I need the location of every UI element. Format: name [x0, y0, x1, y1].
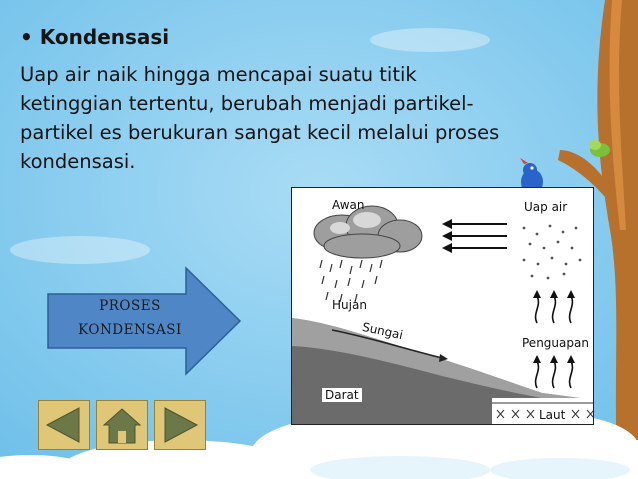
right-triangle-icon [155, 401, 205, 449]
home-button[interactable] [96, 400, 148, 450]
arrow-label-line-1: PROSES [99, 298, 161, 314]
label-penguapan: Penguapan [522, 336, 589, 350]
paragraph-line: Uap air naik hingga mencapai suatu titik [20, 63, 417, 86]
next-slide-button[interactable] [154, 400, 206, 450]
paragraph-line: ketinggian tertentu, berubah menjadi partikel- [20, 92, 474, 115]
label-darat: Darat [322, 388, 362, 402]
condensation-diagram [291, 187, 594, 425]
paragraph-line: kondensasi. [20, 150, 136, 173]
left-triangle-icon [39, 401, 89, 449]
slide-heading: • Kondensasi [20, 25, 170, 49]
label-uap-air: Uap air [524, 200, 568, 214]
house-icon [97, 401, 147, 449]
process-arrow-label [60, 294, 200, 342]
previous-slide-button[interactable] [38, 400, 90, 450]
label-laut: Laut [536, 408, 568, 422]
label-awan: Awan [332, 198, 365, 212]
label-sungai: Sungai [360, 319, 405, 343]
arrow-label-line-2: KONDENSASI [78, 322, 182, 338]
paragraph-line: partikel es berukuran sangat kecil melalui proses [20, 121, 500, 144]
label-hujan: Hujan [332, 298, 367, 312]
slide-paragraph [20, 60, 600, 176]
